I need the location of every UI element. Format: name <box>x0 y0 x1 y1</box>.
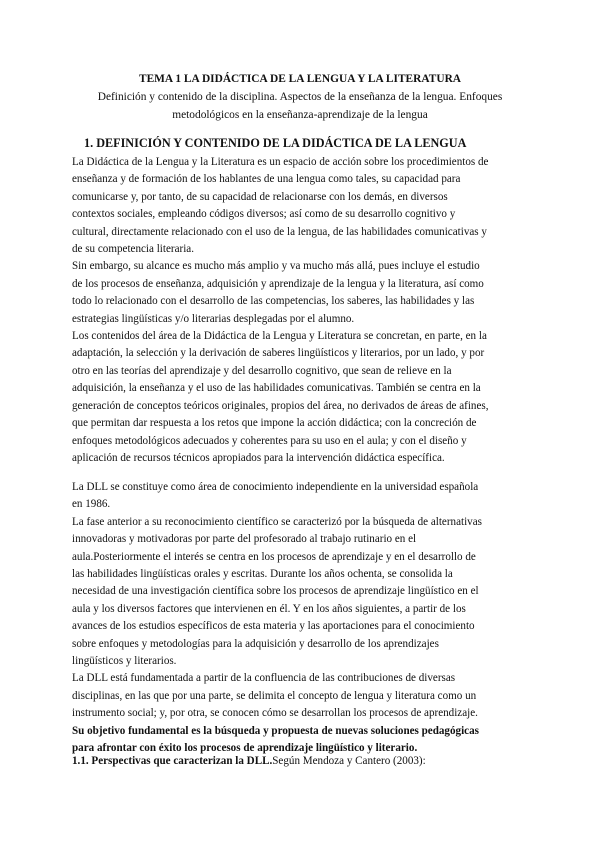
dll-paragraphs <box>72 479 528 758</box>
text-line: La DLL se constituye como área de conocimiento independiente en la universidad española <box>72 481 479 493</box>
subtitle-line-1: Definición y contenido de la disciplina. Aspectos de la enseñanza de la lengua. Enfoques <box>97 91 503 103</box>
text-line: La Didáctica de la Lengua y la Literatura es un espacio de acción sobre los procedimientos de <box>72 156 489 168</box>
subsection-citation: Según Mendoza y Cantero (2003): <box>272 755 426 767</box>
text-line: estrategias lingüísticas y/o literarias desplegadas por el alumno. <box>72 312 355 325</box>
text-line: de los procesos de enseñanza, adquisición y aprendizaje de la lengua y la literatura, así como <box>72 277 484 290</box>
objective-bold-line: Su objetivo fundamental es la búsqueda y propuesta de nuevas soluciones pedagógicas <box>72 724 479 737</box>
objective-bold-line: para afrontar con éxito los procesos de aprendizaje lingüístico y literario. <box>72 742 418 755</box>
text-line: Sin embargo, su alcance es mucho más amplio y va mucho más allá, pues incluye el estudio <box>72 260 480 273</box>
subtitle-line-2: metodológicos en la enseñanza-aprendizaje de la lengua <box>172 109 428 121</box>
text-line: aula.Posteriormente el interés se centra en los procesos de aprendizaje y en el desarrollo de <box>72 550 476 563</box>
text-line: adaptación, la selección y la derivación de saberes lingüísticos y literarios, por un lado, y por <box>72 347 485 360</box>
text-line: que permitan dar respuesta a los retos que impone la acción didáctica; con la concreción de <box>72 417 477 430</box>
text-line: innovadoras y motivadoras por parte del profesorado al trabajo rutinario en el <box>72 533 417 546</box>
text-line: las habilidades lingüísticas orales y escritas. Durante los años ochenta, se consolida la <box>72 568 453 581</box>
text-line: adquisición, la enseñanza y el uso de las habilidades comunicativas. También se centra en la <box>72 382 481 395</box>
text-line: La DLL está fundamentada a partir de la confluencia de las contribuciones de diversas <box>72 672 456 685</box>
text-line: contextos sociales, empleando códigos diversos; así como de su desarrollo cognitivo y <box>72 208 456 221</box>
text-line: avances de los estudios específicos de esta materia y las aportaciones para el conocimiento <box>72 620 475 633</box>
text-line: necesidad de una investigación científica sobre los procesos de aprendizaje lingüístico en el <box>72 585 479 598</box>
text-line: disciplinas, en las que por una parte, se delimita el concepto de lengua y literatura como un <box>72 689 477 702</box>
document-title: TEMA 1 LA DIDÁCTICA DE LA LENGUA Y LA LITERATURA <box>138 73 462 85</box>
text-line: enseñanza y de formación de los hablantes de una lengua como tales, su capacidad para <box>72 173 461 186</box>
text-line: de su competencia literaria. <box>72 243 194 256</box>
subsection-heading: 1.1. Perspectivas que caracterizan la DLL. <box>72 755 273 767</box>
text-line: en 1986. <box>72 498 111 511</box>
text-line: instrumento social; y, por otra, se conocen cómo se desarrollan los procesos de aprendizaje. <box>72 707 478 720</box>
text-line: comunicarse y, por tanto, de su capacidad de relacionarse con los demás, en diversos <box>72 190 448 203</box>
text-line: La fase anterior a su reconocimiento científico se caracterizó por la búsqueda de alternativas <box>72 515 482 528</box>
section-1-body <box>72 154 528 467</box>
text-line: sobre enfoques y metodologías para la adquisición y desarrollo de los aprendizajes <box>72 637 439 650</box>
text-line: aula y los diversos factores que intervienen en él. Y en los años siguientes, a partir de los <box>72 602 466 615</box>
section-1-heading: 1. DEFINICIÓN Y CONTENIDO DE LA DIDÁCTICA DE LA LENGUA <box>84 136 467 150</box>
text-line: cultural, directamente relacionado con el uso de la lengua, de las habilidades comunicativas y <box>72 225 487 238</box>
text-line: lingüísticos y literarios. <box>72 655 177 668</box>
text-line: aplicación de recursos técnicos apropiados para la intervención didáctica específica. <box>72 451 445 464</box>
text-line: generación de conceptos teóricos originales, propios del área, no derivados de áreas de afines, <box>72 399 489 412</box>
text-line: otro en las teorías del aprendizaje y del desarrollo cognitivo, que sean de relieve en la <box>72 364 452 377</box>
text-line: Los contenidos del área de la Didáctica de la Lengua y Literatura se concretan, en parte, en la <box>72 330 487 343</box>
subsection-1-1 <box>72 753 528 770</box>
text-line: todo lo relacionado con el desarrollo de las competencias, los saberes, las habilidades y las <box>72 295 475 308</box>
text-line: enfoques metodológicos adecuados y coherentes para su uso en el aula; y con el diseño y <box>72 434 467 447</box>
